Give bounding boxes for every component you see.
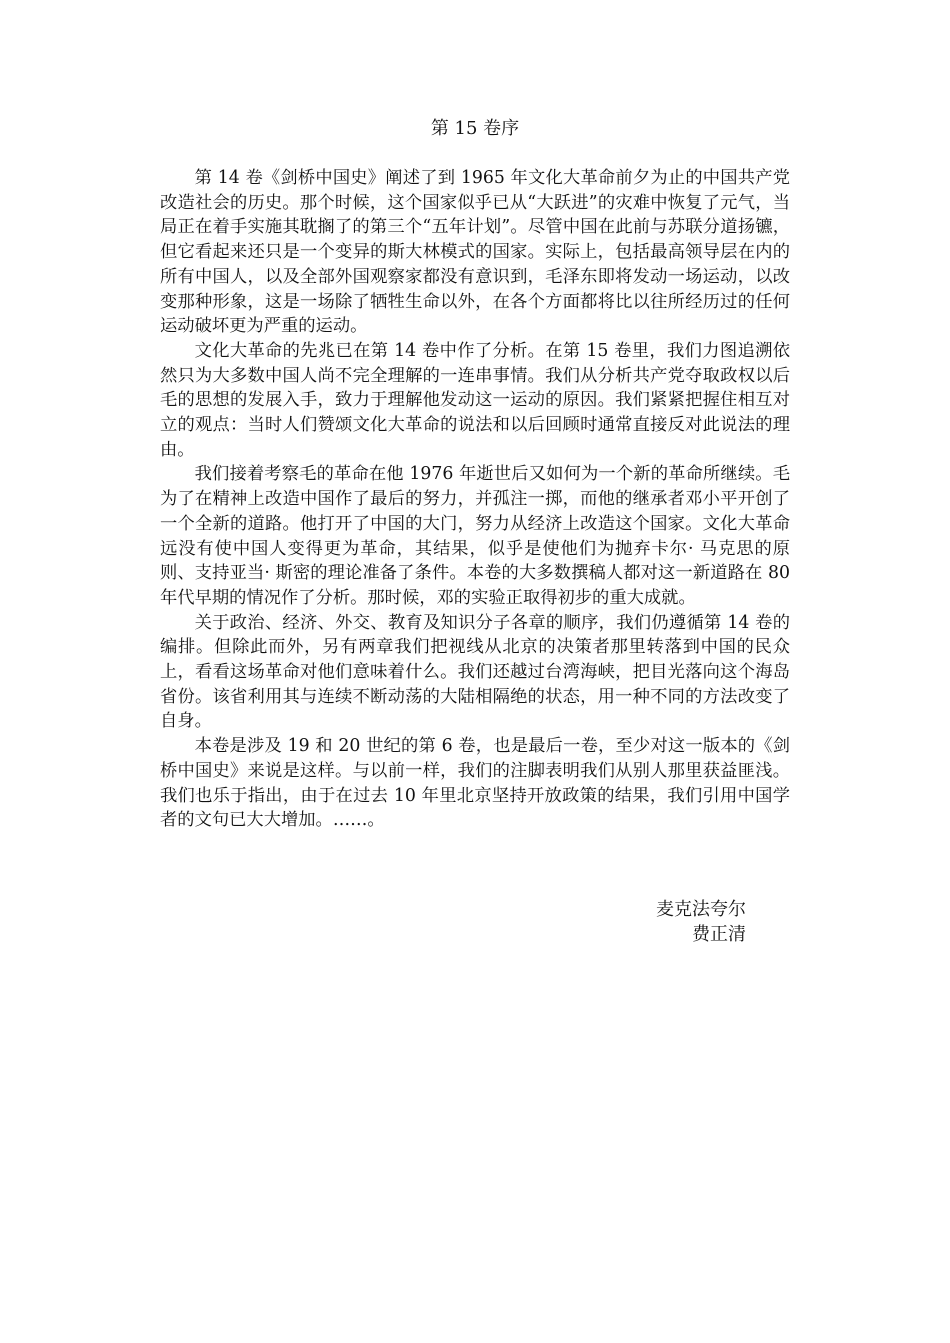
page-title: 第 15 卷序 [430, 118, 520, 139]
paragraph-3: 我们接着考察毛的革命在他 1976 年逝世后又如何为一个新的革命所继续。毛为了在精神上改造中国作了最后的努力，并孤注一掷，而他的继承者邓小平开创了一个全新的道路。他打开了中国的大门，努力从经济上改造这个国家。文化大革命远没有使中国人变得更为革命，其结果，似乎是使他们为抛弃卡尔· 马克思的原则、支持亚当· 斯密的理论准备了条件。本卷的大多数撰稿人都对这一新道路在 80 年代早期的情况作了分析。那时候，邓的实验正取得初步的重大成就。 [160, 464, 790, 608]
signature-author-1: 麦克法夸尔 [656, 899, 746, 920]
paragraph-2: 文化大革命的先兆已在第 14 卷中作了分析。在第 15 卷里，我们力图追溯依然只为大多数中国人尚不完全理解的一连串事情。我们从分析共产党夺取政权以后毛的思想的发展入手，致力于理解他发动这一运动的原因。我们紧紧把握住相互对立的观点：当时人们赞颂文化大革命的说法和以后回顾时通常直接反对此说法的理由。 [160, 340, 790, 460]
paragraph-4: 关于政治、经济、外交、教育及知识分子各章的顺序，我们仍遵循第 14 卷的编排。但除此而外，另有两章我们把视线从北京的决策者那里转落到中国的民众上，看看这场革命对他们意味着什么。我们还越过台湾海峡，把目光落向这个海岛省份。该省利用其与连续不断动荡的大陆相隔绝的状态，用一种不同的方法改变了自身。 [160, 612, 790, 732]
body-text [160, 166, 790, 833]
paragraph-1: 第 14 卷《剑桥中国史》阐述了到 1965 年文化大革命前夕为止的中国共产党改造社会的历史。那个时候，这个国家似乎已从“大跃进”的灾难中恢复了元气，当局正在着手实施其耽搁了的第三个“五年计划”。尽管中国在此前与苏联分道扬镳，但它看起来还只是一个变异的斯大林模式的国家。实际上，包括最高领导层在内的所有中国人，以及全部外国观察家都没有意识到，毛泽东即将发动一场运动，以改变那种形象，这是一场除了牺牲生命以外，在各个方面都将比以往所经历过的任何运动破坏更为严重的运动。 [160, 168, 790, 337]
paragraph-5: 本卷是涉及 19 和 20 世纪的第 6 卷，也是最后一卷，至少对这一版本的《剑桥中国史》来说是这样。与以前一样，我们的注脚表明我们从别人那里获益匪浅。我们也乐于指出，由于在过去 10 年里北京坚持开放政策的结果，我们引用中国学者的文句已大大增加。……。 [160, 736, 790, 831]
signature-block [160, 897, 746, 947]
signature-author-2: 费正清 [692, 924, 746, 945]
